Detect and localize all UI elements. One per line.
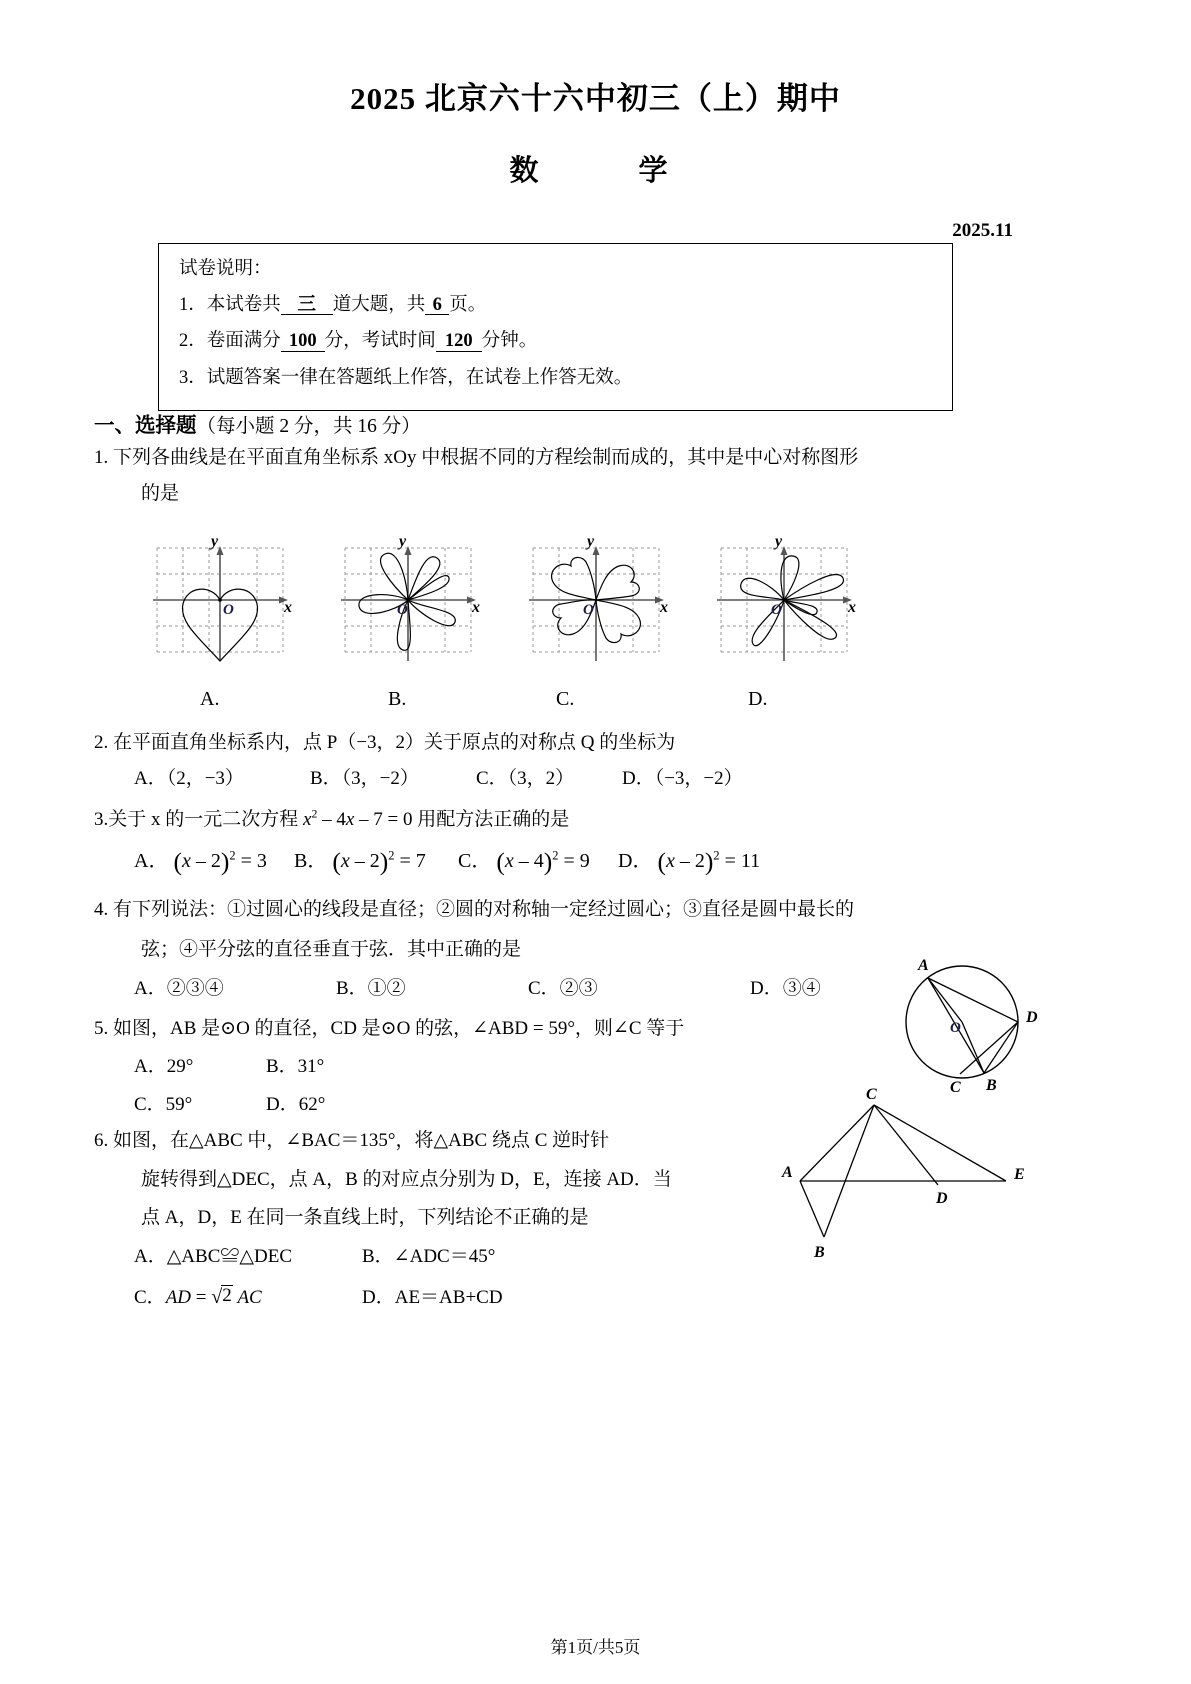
question-1-line-2-wrap — [141, 484, 179, 503]
question-4-line-1: 有下列说法：①过圆心的线段是直径；②圆的对称轴一定经过圆心；③直径是圆中最长的 — [113, 899, 855, 920]
question-6-line-3: 点 A，D，E 在同一条直线上时，下列结论不正确的是 — [141, 1207, 589, 1228]
figure-scalloped-flower — [521, 530, 671, 670]
svg-text:E: E — [1014, 1166, 1025, 1183]
figure-heart-curve — [145, 530, 295, 670]
instruction-1-mid: 道大题，共 — [332, 294, 426, 315]
instructions-heading: 试卷说明： — [179, 259, 272, 279]
question-5-option-b[interactable]: B．31° — [266, 1056, 325, 1077]
question-3-options — [134, 849, 760, 875]
subject-title: 数 学 — [509, 155, 682, 188]
svg-text:D: D — [936, 1190, 948, 1207]
question-3-stem-pre: 关于 x 的一元二次方程 — [108, 809, 304, 830]
question-2-stem: 在平面直角坐标系内，点 P（−3，2）关于原点的对称点 Q 的坐标为 — [113, 732, 676, 753]
svg-text:O: O — [583, 602, 594, 618]
question-1-line-1: 下列各曲线是在平面直角坐标系 xOy 中根据不同的方程绘制而成的，其中是中心对称图形 — [113, 447, 859, 468]
question-4-line-2-wrap — [141, 940, 521, 959]
svg-text:C: C — [950, 1079, 961, 1096]
figure-label-d: D. — [748, 688, 768, 710]
svg-text:B: B — [814, 1244, 825, 1261]
figure-label-c: C. — [556, 688, 575, 710]
svg-text:y: y — [399, 533, 407, 550]
question-1-number-and-line-1 — [94, 448, 858, 467]
instruction-line-1 — [179, 288, 934, 325]
question-2-options — [134, 769, 743, 788]
question-6-line-2-wrap — [141, 1170, 672, 1189]
question-4 — [94, 900, 854, 919]
question-3-option-d[interactable]: D． (x – 2)$^2$ = 11 — [618, 847, 761, 876]
page-footer: 第1页/共5页 — [550, 1638, 641, 1657]
question-6-options-row-1 — [134, 1247, 495, 1266]
svg-text:O: O — [397, 602, 408, 618]
question-1-line-2: 的是 — [141, 483, 180, 504]
question-6-line-3-wrap — [141, 1208, 589, 1227]
svg-text:O: O — [223, 602, 234, 618]
question-3-number: 3. — [94, 809, 109, 830]
question-5-option-c[interactable]: C．59° — [134, 1094, 193, 1115]
question-2-option-a[interactable]: A．（2，−3） — [134, 768, 244, 789]
question-5 — [94, 1019, 684, 1038]
svg-text:x: x — [284, 599, 292, 616]
question-4-option-c[interactable]: C．②③ — [528, 978, 598, 999]
section-label: 一、选择题 — [94, 415, 197, 437]
svg-text:O: O — [771, 602, 782, 618]
section-heading — [94, 408, 421, 438]
question-1-figure-labels — [140, 688, 880, 716]
svg-text:x: x — [660, 599, 668, 616]
exam-date: 2025.11 — [952, 219, 1013, 241]
question-6-option-b[interactable]: B．∠ADC＝45° — [362, 1246, 496, 1267]
question-6-option-c[interactable]: C．AD = √2 AC — [134, 1285, 262, 1308]
svg-text:x: x — [472, 599, 480, 616]
svg-text:A: A — [782, 1164, 793, 1181]
figure-label-b: B. — [388, 688, 407, 710]
question-5-circle-diagram — [880, 940, 1060, 1100]
figure-asymmetric-rose — [709, 530, 859, 670]
question-5-number: 5. — [94, 1018, 109, 1039]
instructions-box — [158, 243, 953, 411]
svg-text:O: O — [950, 1020, 961, 1036]
question-6-number: 6. — [94, 1130, 109, 1151]
section-note: （每小题 2 分，共 16 分） — [196, 416, 421, 437]
question-2 — [94, 733, 675, 752]
instruction-1-pre: 1．本试卷共 — [179, 294, 281, 315]
question-1-figures — [140, 530, 880, 670]
figure-label-a: A. — [200, 688, 220, 710]
question-4-number: 4. — [94, 899, 109, 920]
instruction-2-blank-2: 120 — [436, 332, 482, 352]
instruction-2-pre: 2．卷面满分 — [179, 331, 281, 351]
instruction-line-2 — [179, 324, 934, 361]
question-6 — [94, 1131, 609, 1150]
instruction-2-mid: 分，考试时间 — [324, 331, 436, 351]
svg-text:B: B — [986, 1077, 997, 1094]
svg-text:A: A — [918, 957, 929, 974]
page-title: 2025 北京六十六中初三（上）期中 — [350, 81, 841, 116]
question-2-number: 2. — [94, 732, 109, 753]
svg-text:y: y — [211, 533, 219, 550]
question-4-option-a[interactable]: A．②③④ — [134, 978, 224, 999]
svg-text:D: D — [1026, 1009, 1038, 1026]
question-5-option-d[interactable]: D．62° — [266, 1094, 326, 1115]
instruction-line-3: 3．试题答案一律在答题纸上作答，在试卷上作答无效。 — [179, 367, 633, 388]
question-2-option-c[interactable]: C．（3，2） — [476, 768, 575, 789]
question-6-line-1: 如图，在△ABC 中，∠BAC＝135°，将△ABC 绕点 C 逆时针 — [113, 1130, 610, 1151]
question-4-line-2: 弦；④平分弦的直径垂直于弦．其中正确的是 — [141, 939, 522, 960]
question-5-options-row-2 — [134, 1095, 325, 1114]
question-5-options-row-1 — [134, 1057, 324, 1076]
figure-four-petal-rose — [333, 530, 483, 670]
question-3-option-c[interactable]: C． (x – 4)$^2$ = 9 — [458, 847, 590, 876]
question-6-line-2: 旋转得到△DEC，点 A，B 的对应点分别为 D，E，连接 AD．当 — [141, 1169, 672, 1190]
question-6-option-d[interactable]: D．AE＝AB+CD — [362, 1287, 503, 1308]
question-5-option-a[interactable]: A．29° — [134, 1056, 194, 1077]
question-4-option-b[interactable]: B．①② — [336, 978, 406, 999]
question-3-option-b[interactable]: B． (x – 2)$^2$ = 7 — [294, 847, 426, 876]
question-3-stem-math: $x^2 - 4x - 7 = 0$ — [303, 807, 413, 830]
instruction-2-post: 分钟。 — [481, 331, 538, 351]
svg-text:x: x — [848, 599, 856, 616]
question-5-stem: 如图，AB 是⊙O 的直径，CD 是⊙O 的弦，∠ABD = 59°，则∠C 等于 — [113, 1018, 685, 1039]
instruction-1-post: 页。 — [449, 294, 487, 315]
question-4-option-d[interactable]: D．③④ — [750, 978, 821, 999]
instruction-1-blank-1: 三 — [281, 296, 333, 316]
question-6-options-row-2 — [134, 1287, 503, 1308]
question-3-option-a[interactable]: A． (x – 2)$^2$ = 3 — [134, 847, 267, 876]
question-1-number: 1. — [94, 447, 109, 468]
question-1 — [94, 448, 858, 467]
question-3 — [94, 807, 570, 830]
svg-text:y: y — [775, 533, 783, 550]
question-4-options — [134, 979, 821, 998]
question-6-option-a[interactable]: A．△ABC≌△DEC — [134, 1246, 293, 1267]
svg-text:y: y — [587, 533, 595, 550]
question-2-option-d[interactable]: D．（−3，−2） — [622, 768, 743, 789]
instruction-1-blank-2: 6 — [425, 296, 449, 316]
instruction-2-blank-1: 100 — [281, 332, 325, 352]
question-3-stem-post: 用配方法正确的是 — [412, 809, 570, 830]
svg-text:C: C — [866, 1086, 877, 1103]
question-2-option-b[interactable]: B．（3，−2） — [310, 768, 419, 789]
question-6-triangle-diagram — [778, 1085, 1058, 1265]
